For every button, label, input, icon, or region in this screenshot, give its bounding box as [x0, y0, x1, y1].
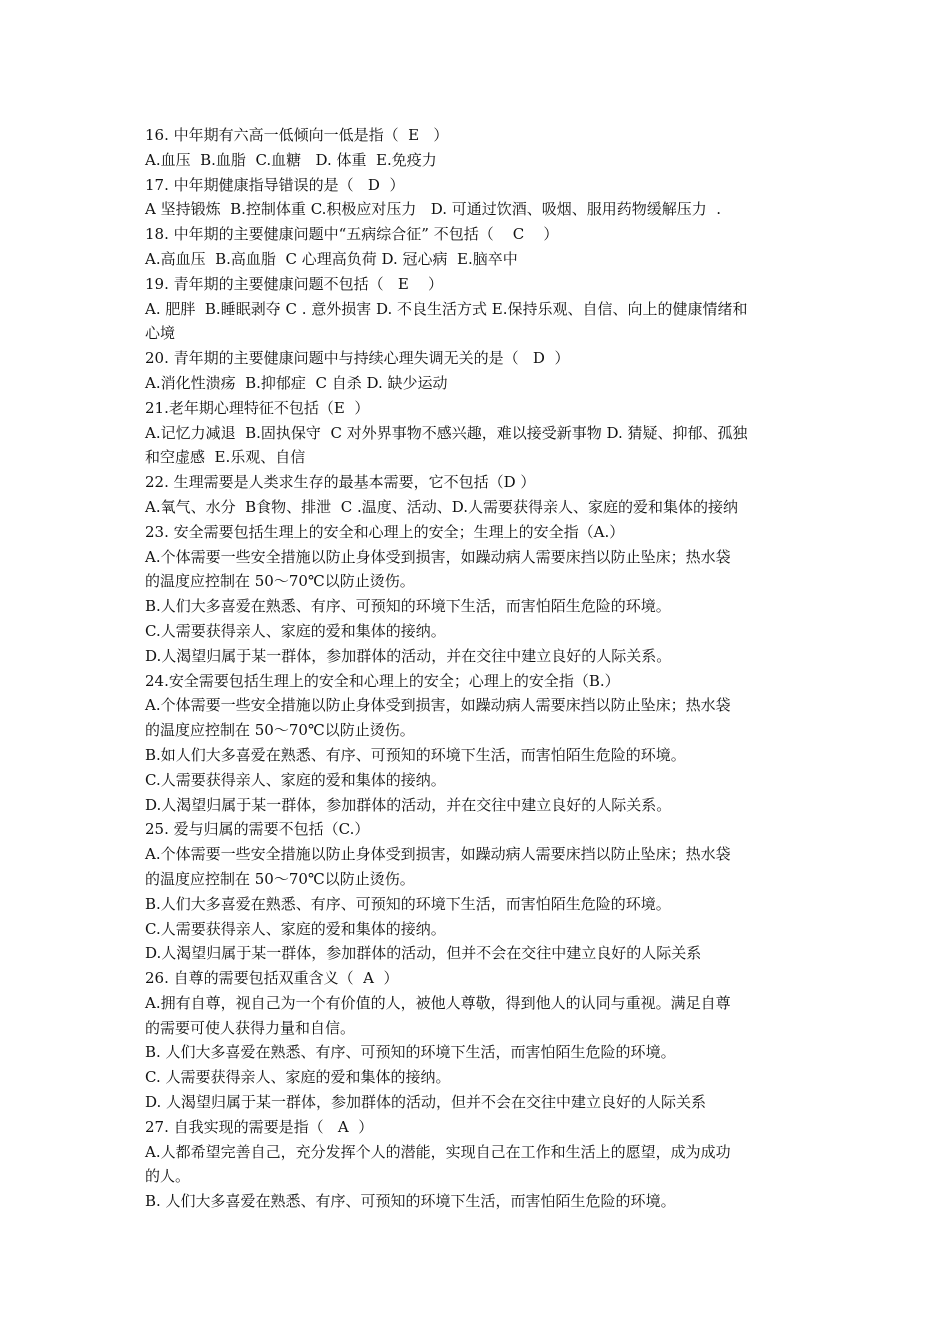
q21-options: A.记忆力减退 B.固执保守 C 对外界事物不感兴趣，难以接受新事物 D. 猜疑、抑郁、孤独 — [145, 423, 748, 442]
q25-question: 25. 爱与归属的需要不包括（C.） — [145, 820, 370, 839]
q25-option-a-cont: 的温度应控制在 50～70℃以防止烫伤。 — [145, 869, 415, 888]
q26-option-d: D. 人渴望归属于某一群体，参加群体的活动，但并不会在交往中建立良好的人际关系 — [145, 1093, 707, 1112]
q23-option-d: D.人渴望归属于某一群体，参加群体的活动，并在交往中建立良好的人际关系。 — [145, 646, 672, 665]
q22-options: A.氧气、水分 B食物、排泄 C .温度、活动、D.人需要获得亲人、家庭的爱和集体的接纳 — [145, 497, 738, 516]
q25-option-a: A.个体需要一些安全措施以防止身体受到损害，如躁动病人需要床挡以防止坠床；热水袋 — [145, 845, 731, 864]
q23-option-b: B.人们大多喜爱在熟悉、有序、可预知的环境下生活，而害怕陌生危险的环境。 — [145, 597, 671, 616]
q26-option-c: C. 人需要获得亲人、家庭的爱和集体的接纳。 — [145, 1068, 451, 1087]
q17-question: 17. 中年期健康指导错误的是（ D ） — [145, 175, 405, 194]
q27-question: 27. 自我实现的需要是指（ A ） — [145, 1117, 374, 1136]
q19-options: A. 肥胖 B.睡眠剥夺 C . 意外损害 D. 不良生活方式 E.保持乐观、自信、向上的健康情绪和 — [145, 299, 748, 318]
q25-option-d: D.人渴望归属于某一群体，参加群体的活动，但并不会在交往中建立良好的人际关系 — [145, 944, 702, 963]
q20-options: A.消化性溃疡 B.抑郁症 C 自杀 D. 缺少运动 — [145, 373, 448, 392]
q16-options: A.血压 B.血脂 C.血糖 D. 体重 E.免疫力 — [145, 150, 437, 169]
q23-question: 23. 安全需要包括生理上的安全和心理上的安全；生理上的安全指（A.） — [145, 522, 625, 541]
q27-option-a: A.人都希望完善自己，充分发挥个人的潜能，实现自己在工作和生活上的愿望，成为成功 — [145, 1142, 731, 1161]
q25-option-b: B.人们大多喜爱在熟悉、有序、可预知的环境下生活，而害怕陌生危险的环境。 — [145, 894, 671, 913]
q24-option-b: B.如人们大多喜爱在熟悉、有序、可预知的环境下生活，而害怕陌生危险的环境。 — [145, 745, 686, 764]
q24-option-c: C.人需要获得亲人、家庭的爱和集体的接纳。 — [145, 770, 446, 789]
q26-option-a-cont: 的需要可使人获得力量和自信。 — [145, 1018, 356, 1037]
q25-option-c: C.人需要获得亲人、家庭的爱和集体的接纳。 — [145, 919, 446, 938]
q20-question: 20. 青年期的主要健康问题中与持续心理失调无关的是（ D ） — [145, 349, 570, 368]
q24-option-d: D.人渴望归属于某一群体，参加群体的活动，并在交往中建立良好的人际关系。 — [145, 795, 672, 814]
q16-question: 16. 中年期有六高一低倾向一低是指（ E ） — [145, 126, 449, 144]
q23-option-a-cont: 的温度应控制在 50～70℃以防止烫伤。 — [145, 572, 415, 591]
q27-option-a-cont: 的人。 — [145, 1167, 191, 1186]
q27-option-b: B. 人们大多喜爱在熟悉、有序、可预知的环境下生活，而害怕陌生危险的环境。 — [145, 1192, 676, 1211]
q26-option-b: B. 人们大多喜爱在熟悉、有序、可预知的环境下生活，而害怕陌生危险的环境。 — [145, 1043, 676, 1062]
q19-options-cont: 心境 — [145, 324, 176, 343]
q21-options-cont: 和空虚感 E.乐观、自信 — [145, 448, 306, 467]
q23-option-a: A.个体需要一些安全措施以防止身体受到损害，如躁动病人需要床挡以防止坠床；热水袋 — [145, 547, 731, 566]
q24-option-a: A.个体需要一些安全措施以防止身体受到损害，如躁动病人需要床挡以防止坠床；热水袋 — [145, 696, 731, 715]
q24-option-a-cont: 的温度应控制在 50～70℃以防止烫伤。 — [145, 721, 415, 740]
document-page — [145, 123, 809, 1214]
q21-question: 21.老年期心理特征不包括（E ） — [145, 398, 370, 417]
q19-question: 19. 青年期的主要健康问题不包括（ E ） — [145, 274, 443, 293]
q22-question: 22. 生理需要是人类求生存的最基本需要，它不包括（D ） — [145, 473, 536, 492]
q24-question: 24.安全需要包括生理上的安全和心理上的安全；心理上的安全指（B.） — [145, 671, 620, 690]
q26-option-a: A.拥有自尊，视自己为一个有价值的人，被他人尊敬，得到他人的认同与重视。满足自尊 — [145, 993, 731, 1012]
q23-option-c: C.人需要获得亲人、家庭的爱和集体的接纳。 — [145, 621, 446, 640]
q18-options: A.高血压 B.高血脂 C 心理高负荷 D. 冠心病 E.脑卒中 — [145, 249, 518, 268]
q18-question: 18. 中年期的主要健康问题中“五病综合征” 不包括（ C ） — [145, 225, 559, 244]
q26-question: 26. 自尊的需要包括双重含义（ A ） — [145, 969, 399, 988]
q17-options: A 坚持锻炼 B.控制体重 C.积极应对压力 D. 可通过饮酒、吸烟、服用药物缓解压力 . — [145, 200, 722, 219]
